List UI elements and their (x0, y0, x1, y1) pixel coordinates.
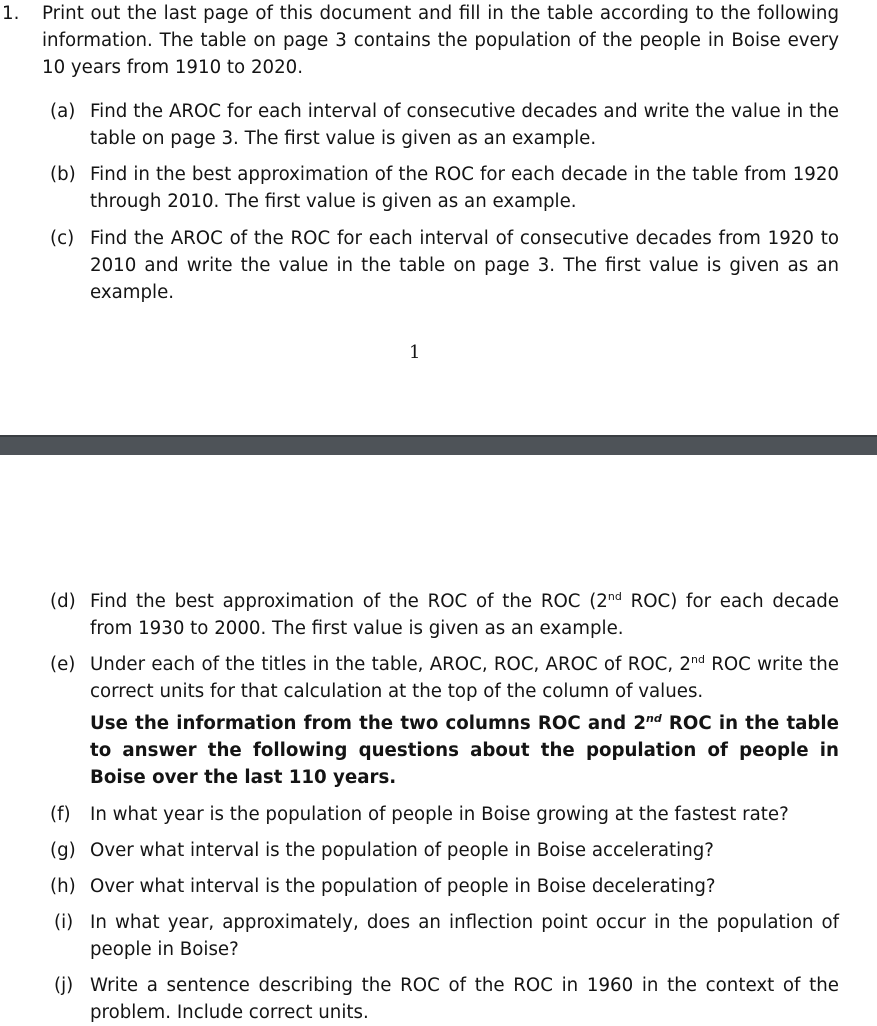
page-separator (0, 435, 877, 455)
part-h-label: (h) (50, 876, 76, 897)
bold-instruction: Use the information from the two columns ROC and 2nd ROC in the table to answer the following questions about the population of people in Boise over the last 110 years. (90, 712, 839, 788)
item-number: 1. (2, 3, 20, 24)
part-d-label: (d) (50, 591, 76, 612)
part-f-text: In what year is the population of people in Boise growing at the fastest rate? (90, 804, 789, 825)
part-d-text: Find the best approximation of the ROC of the ROC (2nd ROC) for each decade from 1930 to 2000. The first value is given as an example. (90, 590, 839, 639)
part-f-label: (f) (50, 804, 71, 825)
document-page-2 (0, 455, 877, 1024)
part-e-label: (e) (50, 654, 76, 675)
part-c-text: Find the AROC of the ROC for each interval of consecutive decades from 1920 to 2010 and write the value in the table on page 3. The first value is given as an example. (90, 228, 839, 303)
part-b-text: Find in the best approximation of the ROC for each decade in the table from 1920 through 2010. The first value is given as an example. (90, 164, 839, 212)
part-i-label: (i) (54, 912, 74, 933)
document-page-1 (0, 0, 877, 435)
part-b-label: (b) (50, 164, 76, 185)
part-i-text: In what year, approximately, does an inflection point occur in the population of people in Boise? (90, 912, 839, 960)
part-j-label: (j) (54, 975, 74, 996)
part-g-text: Over what interval is the population of people in Boise accelerating? (90, 840, 714, 861)
part-j-text: Write a sentence describing the ROC of the ROC in 1960 in the context of the problem. Include correct units. (90, 975, 839, 1023)
part-h-text: Over what interval is the population of people in Boise decelerating? (90, 876, 716, 897)
part-e-text: Under each of the titles in the table, AROC, ROC, AROC of ROC, 2nd ROC write the correct units for that calculation at the top of the column of values. (90, 653, 839, 702)
part-a-label: (a) (50, 101, 76, 122)
page-number: 1 (409, 342, 421, 363)
item-1-text: Print out the last page of this document and fill in the table according to the following information. The table on page 3 contains the population of the people in Boise every 10 years from 1910 to 2020. (42, 3, 839, 78)
part-a-text: Find the AROC for each interval of consecutive decades and write the value in the table on page 3. The first value is given as an example. (90, 101, 839, 149)
part-c-label: (c) (50, 228, 75, 249)
part-g-label: (g) (50, 840, 76, 861)
